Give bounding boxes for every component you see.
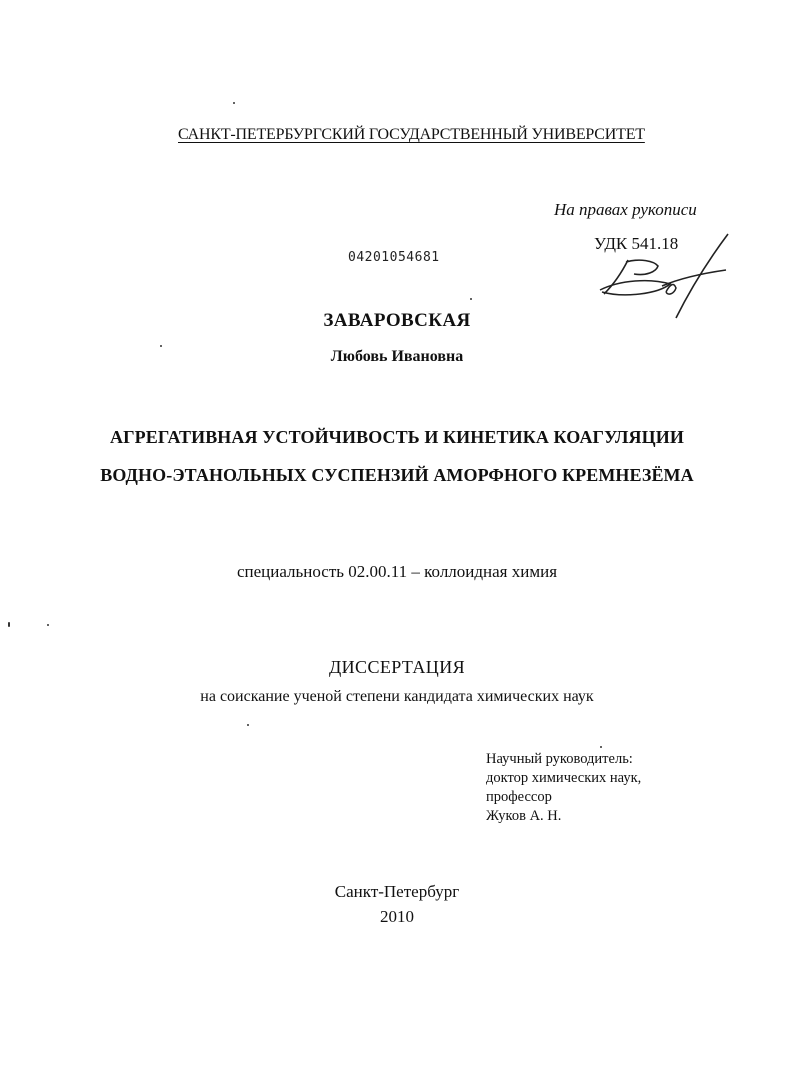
scan-speck — [233, 102, 235, 104]
registry-number-stamp: 04201054681 — [348, 250, 440, 265]
supervisor-name: Жуков А. Н. — [486, 808, 562, 824]
scan-speck — [470, 298, 472, 300]
dissertation-title-line-1: АГРЕГАТИВНАЯ УСТОЙЧИВОСТЬ И КИНЕТИКА КОАГУЛЯЦИИ — [110, 427, 684, 447]
city: Санкт-Петербург — [334, 882, 460, 901]
year: 2010 — [380, 907, 414, 926]
author-surname: ЗАВАРОВСКАЯ — [323, 310, 471, 331]
scan-speck — [47, 624, 49, 626]
supervisor-rank: профессор — [486, 789, 552, 805]
udc-code: УДК 541.18 — [594, 234, 679, 253]
degree-sought: на соискание ученой степени кандидата химических наук — [200, 688, 594, 705]
manuscript-note: На правах рукописи — [554, 200, 697, 219]
scan-speck — [160, 345, 162, 347]
specialty: специальность 02.00.11 – коллоидная химия — [236, 562, 558, 581]
document-type: ДИССЕРТАЦИЯ — [328, 657, 466, 677]
author-given-name: Любовь Ивановна — [330, 348, 464, 365]
scan-speck — [600, 746, 602, 748]
supervisor-block — [486, 750, 641, 826]
supervisor-role: Научный руководитель: — [486, 751, 633, 767]
scan-speck — [247, 724, 249, 726]
supervisor-degree: доктор химических наук, — [486, 770, 642, 786]
scan-speck — [8, 622, 10, 627]
university-name: САНКТ-ПЕТЕРБУРГСКИЙ ГОСУДАРСТВЕННЫЙ УНИВЕРСИТЕТ — [178, 126, 645, 143]
dissertation-title-line-2: ВОДНО-ЭТАНОЛЬНЫХ СУСПЕНЗИЙ АМОРФНОГО КРЕМНЕЗЁМА — [100, 465, 694, 485]
